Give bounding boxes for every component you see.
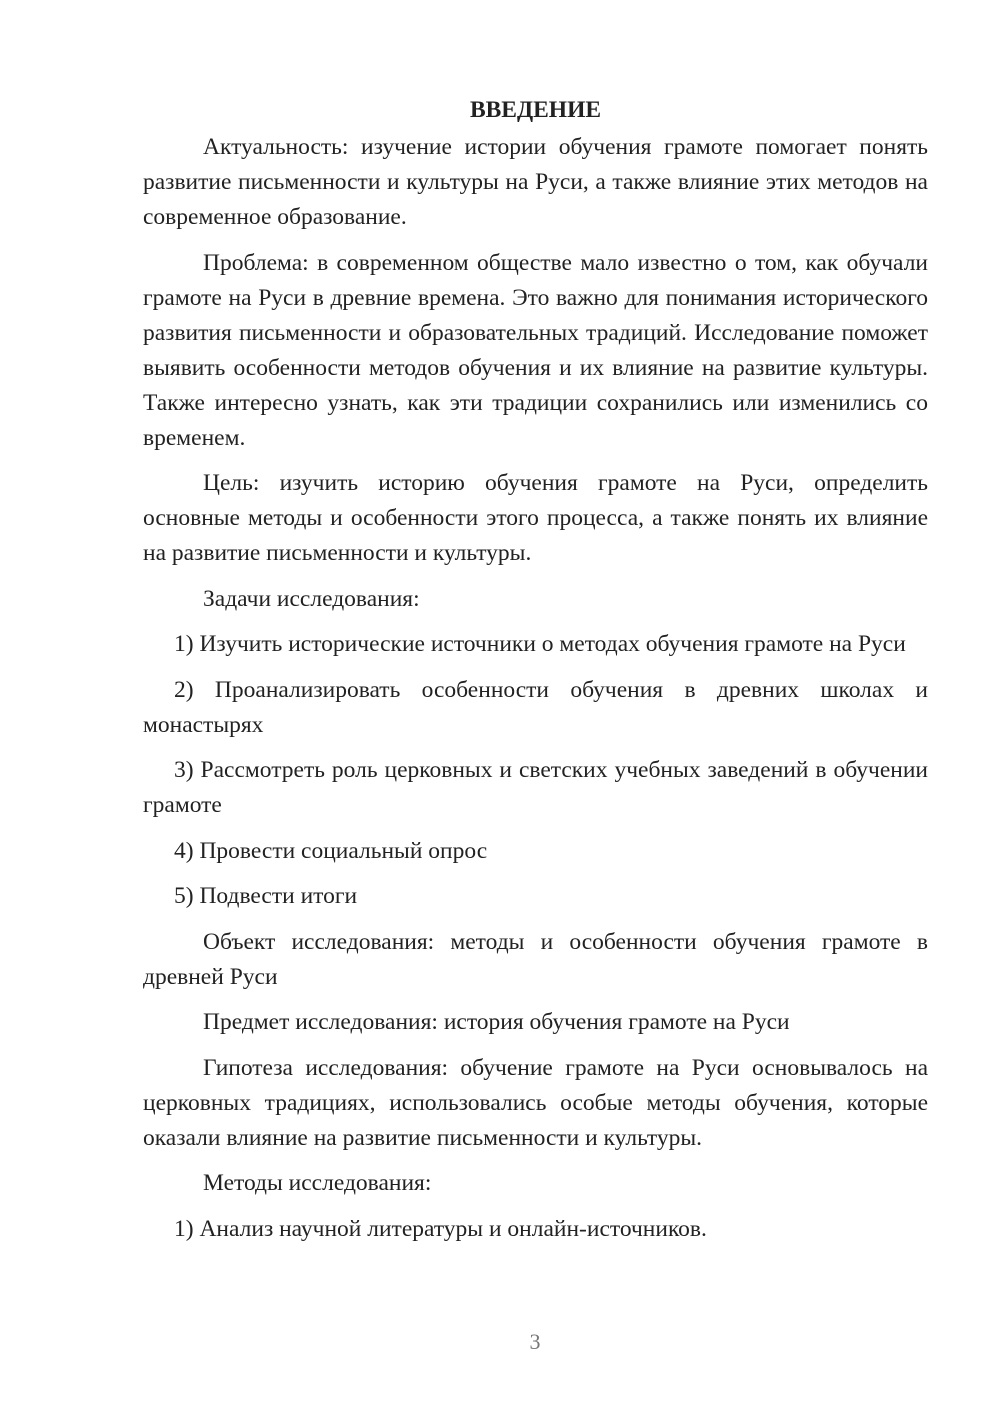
page-content — [143, 93, 928, 1257]
task-item-5: 5) Подвести итоги — [174, 883, 358, 909]
method-item-1: 1) Анализ научной литературы и онлайн-источников. — [174, 1215, 707, 1242]
task-item-3: 3) Рассмотреть роль церковных и светских учебных заведений в обучении грамоте — [143, 757, 928, 818]
object-paragraph: Объект исследования: методы и особенности обучения грамоте в древней Руси — [143, 928, 928, 990]
actuality-paragraph: Актуальность: изучение истории обучения грамоте помогает понять развитие письменности и культуры на Руси, а также влияние этих методов на современное образование. — [143, 134, 928, 230]
page-number: 3 — [529, 1329, 541, 1354]
task-item-4: 4) Провести социальный опрос — [174, 837, 488, 864]
task-item-2: 2) Проанализировать особенности обучения в древних школах и монастырях — [143, 676, 928, 738]
methods-heading: Методы исследования: — [203, 1170, 432, 1196]
goal-paragraph: Цель: изучить историю обучения грамоте на Руси, определить основные методы и особенности этого процесса, а также понять их влияние на развитие письменности и культуры. — [143, 470, 928, 566]
tasks-heading: Задачи исследования: — [203, 585, 420, 612]
subject-paragraph: Предмет исследования: история обучения грамоте на Руси — [203, 1009, 790, 1035]
problem-paragraph: Проблема: в современном обществе мало известно о том, как обучали грамоте на Руси в древние времена. Это важно для понимания исторического развития письменности и образовательных традиций. Исследование поможет выявить особенности методов обучения и их влияние на развитие культуры. Также интересно узнать, как эти традиции сохранились или изменились со временем. — [143, 249, 928, 451]
task-item-1: 1) Изучить исторические источники о методах обучения грамоте на Руси — [174, 631, 906, 657]
section-title: ВВЕДЕНИЕ — [469, 97, 602, 123]
hypothesis-paragraph: Гипотеза исследования: обучение грамоте на Руси основывалось на церковных традициях, использовались особые методы обучения, которые оказали влияние на развитие письменности и культуры. — [143, 1054, 928, 1151]
